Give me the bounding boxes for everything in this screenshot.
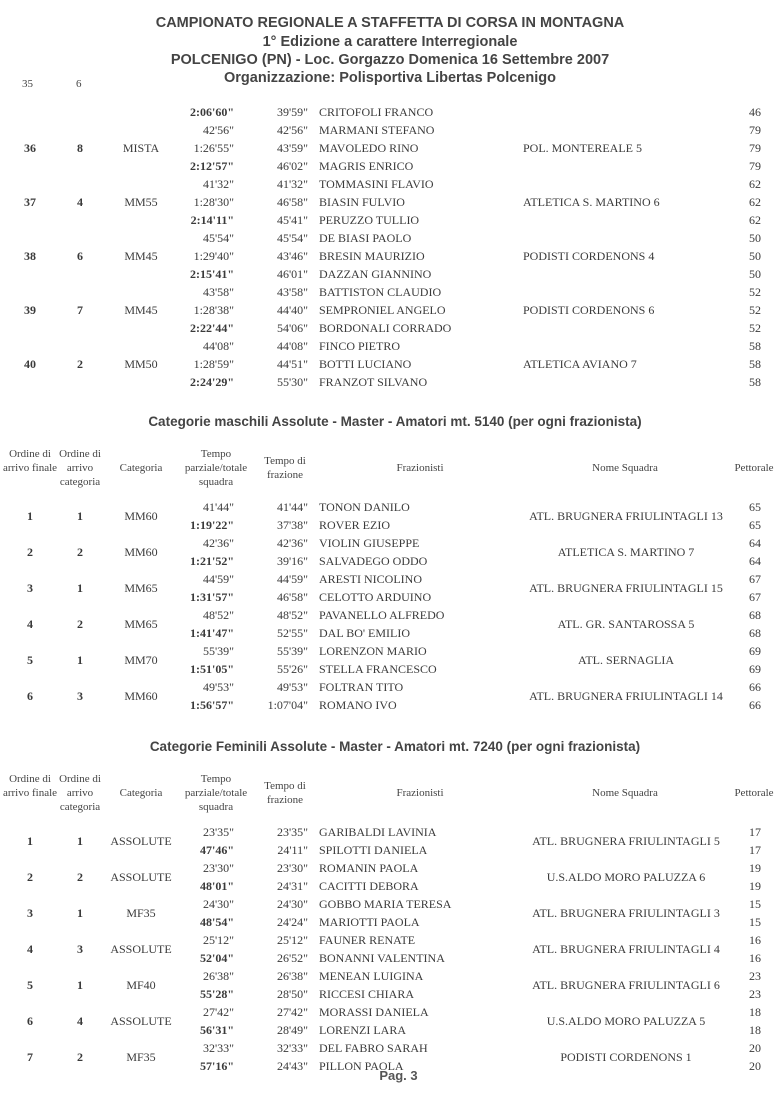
split-time: 1:19'22" bbox=[190, 518, 234, 532]
category: ASSOLUTE bbox=[110, 1014, 172, 1028]
category: MM55 bbox=[124, 195, 158, 209]
runner-name: FAUNER RENATE bbox=[319, 933, 416, 947]
leg-time: 49'53" bbox=[276, 680, 308, 694]
team-name: U.S.ALDO MORO PALUZZA 5 bbox=[546, 1014, 706, 1028]
col-tempo-frazione: Tempo di frazione bbox=[264, 780, 306, 806]
runner-name: LORENZI LARA bbox=[319, 1023, 406, 1037]
leg-time: 24'31" bbox=[276, 879, 308, 893]
leg-time: 1:07'04" bbox=[267, 698, 308, 712]
runner-name: BONANNI VALENTINA bbox=[319, 951, 445, 965]
page-number: Pag. 3 bbox=[379, 1068, 418, 1083]
final-rank: 6 bbox=[27, 689, 33, 703]
split-time: 43'58" bbox=[202, 285, 234, 299]
runner-name: FRANZOT SILVANO bbox=[319, 375, 428, 389]
split-time: 57'16" bbox=[200, 1059, 234, 1073]
team-name: ATL. BRUGNERA FRIULINTAGLI 13 bbox=[529, 509, 723, 523]
runner-name: SPILOTTI DANIELA bbox=[319, 843, 428, 857]
leg-time: 25'12" bbox=[276, 933, 308, 947]
bib-number: 15 bbox=[749, 897, 761, 911]
team-name: ATL. GR. SANTAROSSA 5 bbox=[557, 617, 695, 631]
runner-name: SEMPRONIEL ANGELO bbox=[319, 303, 446, 317]
bib-number: 68 bbox=[749, 626, 761, 640]
runner-name: BATTISTON CLAUDIO bbox=[319, 285, 442, 299]
runner-name: LORENZON MARIO bbox=[319, 644, 427, 658]
split-time: 2:24'29" bbox=[190, 375, 234, 389]
team-name: ATL. SERNAGLIA bbox=[578, 653, 674, 667]
split-time: 48'54" bbox=[200, 915, 234, 929]
bib-number: 18 bbox=[749, 1023, 761, 1037]
final-rank: 40 bbox=[24, 357, 36, 371]
bib-number: 69 bbox=[749, 644, 761, 658]
category-rank: 1 bbox=[77, 978, 83, 992]
category: MM60 bbox=[124, 689, 158, 703]
team-name: ATL. BRUGNERA FRIULINTAGLI 14 bbox=[529, 689, 723, 703]
col-ordine-categoria: Ordine di arrivo categoria bbox=[59, 448, 101, 488]
bib-number: 68 bbox=[749, 608, 761, 622]
bib-number: 17 bbox=[749, 843, 761, 857]
leg-time: 45'54" bbox=[276, 231, 308, 245]
category-rank: 2 bbox=[77, 545, 83, 559]
split-time: 25'12" bbox=[202, 933, 234, 947]
col-ordine-finale: Ordine di arrivo finale bbox=[2, 773, 58, 799]
split-time: 55'28" bbox=[200, 987, 234, 1001]
split-time: 42'36" bbox=[202, 536, 234, 550]
split-time: 48'52" bbox=[202, 608, 234, 622]
leg-time: 26'38" bbox=[276, 969, 308, 983]
leg-time: 42'36" bbox=[276, 536, 308, 550]
runner-name: CACITTI DEBORA bbox=[319, 879, 419, 893]
edition-subtitle: 1° Edizione a carattere Interregionale bbox=[262, 34, 518, 50]
category: MM60 bbox=[124, 509, 158, 523]
category-rank: 3 bbox=[77, 942, 83, 956]
bib-number: 18 bbox=[749, 1005, 761, 1019]
split-time: 1:28'30" bbox=[193, 195, 234, 209]
category-rank: 2 bbox=[77, 357, 83, 371]
bib-number: 52 bbox=[749, 321, 761, 335]
split-time: 52'04" bbox=[200, 951, 234, 965]
final-rank: 7 bbox=[27, 1050, 33, 1064]
team-name: ATL. BRUGNERA FRIULINTAGLI 6 bbox=[532, 978, 720, 992]
split-time: 27'42" bbox=[202, 1005, 234, 1019]
leg-time: 39'59" bbox=[276, 105, 308, 119]
runner-name: CELOTTO ARDUINO bbox=[319, 590, 432, 604]
category-rank: 4 bbox=[77, 195, 83, 209]
runner-name: CRITOFOLI FRANCO bbox=[319, 105, 434, 119]
leg-time: 24'43" bbox=[276, 1059, 308, 1073]
leg-time: 41'44" bbox=[276, 500, 308, 514]
runner-name: DAZZAN GIANNINO bbox=[319, 267, 432, 281]
bib-number: 65 bbox=[749, 518, 761, 532]
category: MISTA bbox=[122, 141, 160, 155]
bib-number: 67 bbox=[749, 572, 761, 586]
team-name: ATLETICA AVIANO 7 bbox=[523, 357, 637, 371]
split-time: 2:15'41" bbox=[190, 267, 234, 281]
split-time: 1:28'38" bbox=[193, 303, 234, 317]
col-categoria: Categoria bbox=[119, 787, 163, 799]
runner-name: BOTTI LUCIANO bbox=[319, 357, 412, 371]
leg-time: 55'30" bbox=[276, 375, 308, 389]
split-time: 26'38" bbox=[202, 969, 234, 983]
final-rank: 2 bbox=[27, 545, 33, 559]
leg-time: 26'52" bbox=[276, 951, 308, 965]
category-rank: 8 bbox=[77, 141, 83, 155]
runner-name: MORASSI DANIELA bbox=[319, 1005, 429, 1019]
runner-name: PERUZZO TULLIO bbox=[319, 213, 420, 227]
split-time: 1:56'57" bbox=[190, 698, 234, 712]
col-tempo-parziale: Tempo parziale/totale squadra bbox=[184, 773, 248, 813]
category: ASSOLUTE bbox=[110, 942, 172, 956]
final-rank: 39 bbox=[24, 303, 36, 317]
split-time: 2:06'60" bbox=[190, 105, 234, 119]
category-rank: 3 bbox=[77, 689, 83, 703]
split-time: 56'31" bbox=[200, 1023, 234, 1037]
bib-number: 19 bbox=[749, 879, 761, 893]
leg-time: 45'41" bbox=[276, 213, 308, 227]
split-time: 1:29'40" bbox=[193, 249, 234, 263]
bib-number: 52 bbox=[749, 303, 761, 317]
col-nome-squadra: Nome Squadra bbox=[592, 787, 658, 799]
final-rank: 4 bbox=[27, 617, 33, 631]
bib-number: 64 bbox=[749, 536, 761, 550]
category: MM65 bbox=[124, 617, 158, 631]
bib-number: 50 bbox=[749, 249, 761, 263]
leg-time: 44'59" bbox=[276, 572, 308, 586]
runner-name: FOLTRAN TITO bbox=[319, 680, 404, 694]
cut-off-ordine: 35 bbox=[22, 78, 33, 90]
leg-time: 28'50" bbox=[276, 987, 308, 1001]
runner-name: ROMANO IVO bbox=[319, 698, 397, 712]
leg-time: 43'59" bbox=[276, 141, 308, 155]
category-rank: 1 bbox=[77, 509, 83, 523]
bib-number: 16 bbox=[749, 951, 761, 965]
bib-number: 20 bbox=[749, 1041, 761, 1055]
runner-name: DEL FABRO SARAH bbox=[319, 1041, 428, 1055]
final-rank: 4 bbox=[27, 942, 33, 956]
team-name: POL. MONTEREALE 5 bbox=[523, 141, 642, 155]
split-time: 1:26'55" bbox=[193, 141, 234, 155]
bib-number: 20 bbox=[749, 1059, 761, 1073]
split-time: 55'39" bbox=[202, 644, 234, 658]
split-time: 44'08" bbox=[202, 339, 234, 353]
split-time: 41'44" bbox=[202, 500, 234, 514]
runner-name: MARMANI STEFANO bbox=[319, 123, 435, 137]
split-time: 2:14'11" bbox=[190, 213, 234, 227]
category: ASSOLUTE bbox=[110, 834, 172, 848]
runner-name: GARIBALDI LAVINIA bbox=[319, 825, 437, 839]
col-frazionisti: Frazionisti bbox=[396, 787, 444, 799]
col-categoria: Categoria bbox=[119, 462, 163, 474]
final-rank: 1 bbox=[27, 509, 33, 523]
split-time: 1:21'52" bbox=[190, 554, 234, 568]
bib-number: 58 bbox=[749, 375, 761, 389]
bib-number: 62 bbox=[749, 195, 761, 209]
bib-number: 58 bbox=[749, 339, 761, 353]
category-rank: 2 bbox=[77, 870, 83, 884]
final-rank: 36 bbox=[24, 141, 36, 155]
leg-time: 39'16" bbox=[276, 554, 308, 568]
category-rank: 6 bbox=[77, 249, 83, 263]
runner-name: TONON DANILO bbox=[319, 500, 410, 514]
team-name: PODISTI CORDENONS 1 bbox=[560, 1050, 692, 1064]
leg-time: 55'26" bbox=[276, 662, 308, 676]
bib-number: 23 bbox=[749, 969, 761, 983]
category: MM45 bbox=[124, 249, 158, 263]
section-female-title: Categorie Feminili Assolute - Master - Amatori mt. 7240 (per ogni frazionista) bbox=[149, 739, 641, 754]
final-rank: 5 bbox=[27, 653, 33, 667]
team-name: PODISTI CORDENONS 6 bbox=[523, 303, 655, 317]
split-time: 41'32" bbox=[202, 177, 234, 191]
runner-name: PAVANELLO ALFREDO bbox=[319, 608, 445, 622]
leg-time: 32'33" bbox=[276, 1041, 308, 1055]
col-ordine-categoria: Ordine di arrivo categoria bbox=[59, 773, 101, 813]
col-ordine-finale: Ordine di arrivo finale bbox=[2, 448, 58, 474]
team-name: ATL. BRUGNERA FRIULINTAGLI 4 bbox=[532, 942, 720, 956]
runner-name: SALVADEGO ODDO bbox=[319, 554, 428, 568]
cut-off-category-order: 6 bbox=[76, 78, 82, 90]
split-time: 47'46" bbox=[200, 843, 234, 857]
runner-name: MARIOTTI PAOLA bbox=[319, 915, 420, 929]
leg-time: 43'58" bbox=[276, 285, 308, 299]
category-rank: 4 bbox=[77, 1014, 83, 1028]
leg-time: 46'01" bbox=[276, 267, 308, 281]
leg-time: 44'51" bbox=[276, 357, 308, 371]
category-rank: 1 bbox=[77, 581, 83, 595]
leg-time: 46'58" bbox=[276, 195, 308, 209]
leg-time: 46'58" bbox=[276, 590, 308, 604]
bib-number: 58 bbox=[749, 357, 761, 371]
leg-time: 24'30" bbox=[276, 897, 308, 911]
runner-name: ARESTI NICOLINO bbox=[319, 572, 422, 586]
split-time: 1:51'05" bbox=[190, 662, 234, 676]
category: MM70 bbox=[124, 653, 158, 667]
final-rank: 1 bbox=[27, 834, 33, 848]
runner-name: ROVER EZIO bbox=[319, 518, 390, 532]
final-rank: 38 bbox=[24, 249, 36, 263]
split-time: 24'30" bbox=[202, 897, 234, 911]
bib-number: 62 bbox=[749, 177, 761, 191]
category: ASSOLUTE bbox=[110, 870, 172, 884]
runner-name: BORDONALI CORRADO bbox=[319, 321, 452, 335]
leg-time: 42'56" bbox=[276, 123, 308, 137]
category: MF35 bbox=[126, 1050, 156, 1064]
leg-time: 27'42" bbox=[276, 1005, 308, 1019]
leg-time: 54'06" bbox=[276, 321, 308, 335]
leg-time: 48'52" bbox=[276, 608, 308, 622]
bib-number: 50 bbox=[749, 267, 761, 281]
runner-name: BRESIN MAURIZIO bbox=[319, 249, 425, 263]
bib-number: 79 bbox=[749, 159, 761, 173]
leg-time: 46'02" bbox=[276, 159, 308, 173]
category-rank: 1 bbox=[77, 906, 83, 920]
split-time: 2:22'44" bbox=[190, 321, 234, 335]
split-time: 1:28'59" bbox=[193, 357, 234, 371]
split-time: 1:41'47" bbox=[190, 626, 234, 640]
category: MM50 bbox=[124, 357, 158, 371]
leg-time: 52'55" bbox=[276, 626, 308, 640]
event-location-date: POLCENIGO (PN) - Loc. Gorgazzo Domenica 16 Settembre 2007 bbox=[170, 52, 610, 68]
leg-time: 44'40" bbox=[276, 303, 308, 317]
bib-number: 15 bbox=[749, 915, 761, 929]
team-name: ATL. BRUGNERA FRIULINTAGLI 3 bbox=[532, 906, 720, 920]
bib-number: 62 bbox=[749, 213, 761, 227]
leg-time: 41'32" bbox=[276, 177, 308, 191]
final-rank: 6 bbox=[27, 1014, 33, 1028]
split-time: 23'30" bbox=[202, 861, 234, 875]
split-time: 32'33" bbox=[202, 1041, 234, 1055]
team-name: PODISTI CORDENONS 4 bbox=[523, 249, 655, 263]
split-time: 48'01" bbox=[200, 879, 234, 893]
bib-number: 69 bbox=[749, 662, 761, 676]
col-nome-squadra: Nome Squadra bbox=[592, 462, 658, 474]
leg-time: 23'35" bbox=[276, 825, 308, 839]
col-tempo-frazione: Tempo di frazione bbox=[264, 455, 306, 481]
split-time: 1:31'57" bbox=[190, 590, 234, 604]
runner-name: STELLA FRANCESCO bbox=[319, 662, 437, 676]
col-pettorale: Pettorale bbox=[734, 787, 774, 799]
split-time: 45'54" bbox=[202, 231, 234, 245]
category: MM45 bbox=[124, 303, 158, 317]
team-name: U.S.ALDO MORO PALUZZA 6 bbox=[546, 870, 706, 884]
category: MF40 bbox=[126, 978, 156, 992]
runner-name: BIASIN FULVIO bbox=[319, 195, 405, 209]
bib-number: 52 bbox=[749, 285, 761, 299]
leg-time: 23'30" bbox=[276, 861, 308, 875]
runner-name: RICCESI CHIARA bbox=[319, 987, 415, 1001]
runner-name: TOMMASINI FLAVIO bbox=[319, 177, 434, 191]
runner-name: MAVOLEDO RINO bbox=[319, 141, 419, 155]
category-rank: 2 bbox=[77, 617, 83, 631]
runner-name: ROMANIN PAOLA bbox=[319, 861, 419, 875]
bib-number: 46 bbox=[749, 105, 761, 119]
leg-time: 43'46" bbox=[276, 249, 308, 263]
runner-name: FINCO PIETRO bbox=[319, 339, 401, 353]
split-time: 42'56" bbox=[202, 123, 234, 137]
bib-number: 16 bbox=[749, 933, 761, 947]
bib-number: 67 bbox=[749, 590, 761, 604]
team-name: ATL. BRUGNERA FRIULINTAGLI 15 bbox=[529, 581, 723, 595]
category: MM65 bbox=[124, 581, 158, 595]
runner-name: MENEAN LUIGINA bbox=[319, 969, 424, 983]
category-rank: 2 bbox=[77, 1050, 83, 1064]
runner-name: DAL BO' EMILIO bbox=[319, 626, 411, 640]
section-male-title: Categorie maschili Assolute - Master - Amatori mt. 5140 (per ogni frazionista) bbox=[148, 414, 642, 429]
runner-name: PILLON PAOLA bbox=[319, 1059, 404, 1073]
team-name: ATL. BRUGNERA FRIULINTAGLI 5 bbox=[532, 834, 720, 848]
runner-name: GOBBO MARIA TERESA bbox=[319, 897, 452, 911]
bib-number: 19 bbox=[749, 861, 761, 875]
col-tempo-parziale: Tempo parziale/totale squadra bbox=[184, 448, 248, 488]
bib-number: 79 bbox=[749, 123, 761, 137]
final-rank: 2 bbox=[27, 870, 33, 884]
final-rank: 5 bbox=[27, 978, 33, 992]
team-name: ATLETICA S. MARTINO 6 bbox=[523, 195, 660, 209]
leg-time: 24'24" bbox=[276, 915, 308, 929]
split-time: 44'59" bbox=[202, 572, 234, 586]
category: MM60 bbox=[124, 545, 158, 559]
col-frazionisti: Frazionisti bbox=[396, 462, 444, 474]
bib-number: 17 bbox=[749, 825, 761, 839]
final-rank: 3 bbox=[27, 906, 33, 920]
team-name: ATLETICA S. MARTINO 7 bbox=[557, 545, 695, 559]
split-time: 2:12'57" bbox=[190, 159, 234, 173]
final-rank: 3 bbox=[27, 581, 33, 595]
split-time: 49'53" bbox=[202, 680, 234, 694]
runner-name: VIOLIN GIUSEPPE bbox=[319, 536, 420, 550]
leg-time: 37'38" bbox=[276, 518, 308, 532]
leg-time: 55'39" bbox=[276, 644, 308, 658]
category-rank: 7 bbox=[77, 303, 83, 317]
col-pettorale: Pettorale bbox=[734, 462, 774, 474]
runner-name: MAGRIS ENRICO bbox=[319, 159, 414, 173]
bib-number: 23 bbox=[749, 987, 761, 1001]
runner-name: DE BIASI PAOLO bbox=[319, 231, 412, 245]
bib-number: 66 bbox=[749, 680, 761, 694]
leg-time: 28'49" bbox=[276, 1023, 308, 1037]
category-rank: 1 bbox=[77, 653, 83, 667]
final-rank: 37 bbox=[24, 195, 36, 209]
championship-title: CAMPIONATO REGIONALE A STAFFETTA DI CORSA IN MONTAGNA bbox=[155, 15, 625, 31]
organizer-line: Organizzazione: Polisportiva Libertas Polcenigo bbox=[224, 70, 556, 86]
bib-number: 66 bbox=[749, 698, 761, 712]
bib-number: 50 bbox=[749, 231, 761, 245]
bib-number: 64 bbox=[749, 554, 761, 568]
bib-number: 79 bbox=[749, 141, 761, 155]
category: MF35 bbox=[126, 906, 156, 920]
category-rank: 1 bbox=[77, 834, 83, 848]
leg-time: 44'08" bbox=[276, 339, 308, 353]
split-time: 23'35" bbox=[202, 825, 234, 839]
leg-time: 24'11" bbox=[277, 843, 308, 857]
bib-number: 65 bbox=[749, 500, 761, 514]
